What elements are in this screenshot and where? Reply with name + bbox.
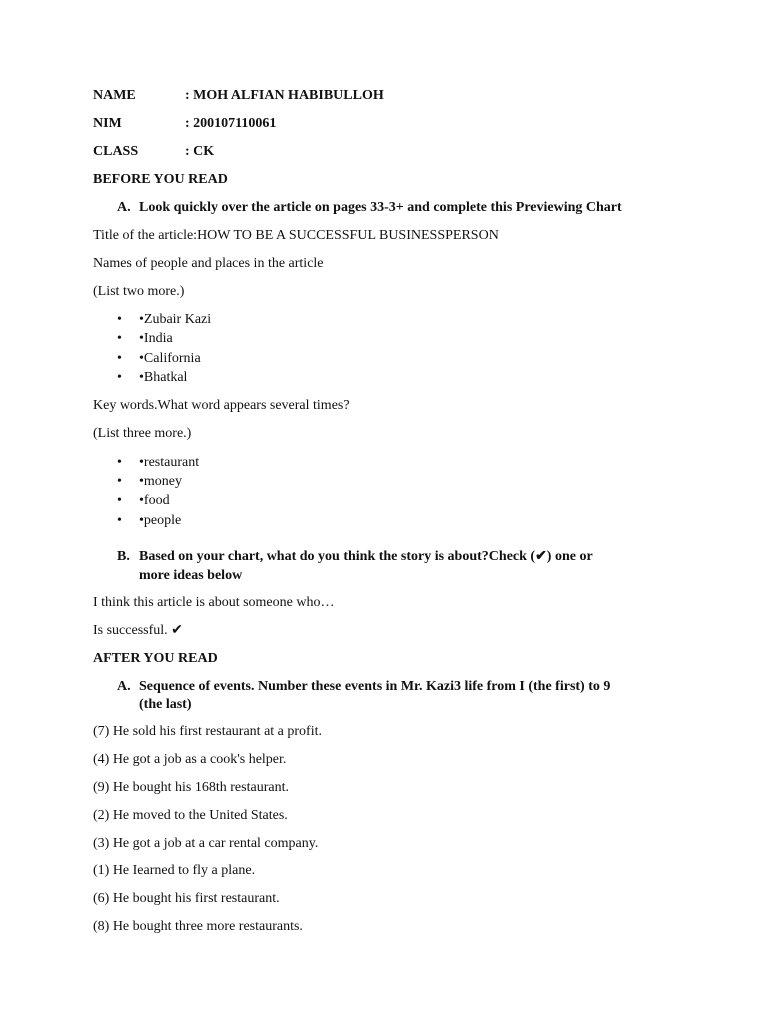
bullet-icon: • [117,455,122,470]
article-title: Title of the article:HOW TO BE A SUCCESSFUL BUSINESSPERSON [93,228,499,243]
list-item: • •people [117,513,182,528]
event-line: (1) He Iearned to fly a plane. [93,863,256,878]
list-item: • •India [117,331,173,346]
after-a-letter: A. [117,679,131,694]
nim-row [93,115,276,133]
name-row [93,87,384,105]
before-a-letter: A. [117,200,131,215]
bullet-icon: • [117,493,122,508]
name-value: : MOH ALFIAN HABIBULLOH [185,88,384,103]
list-two-more: (List two more.) [93,284,185,299]
list-item: • •Bhatkal [117,370,188,385]
list-three-more: (List three more.) [93,426,192,441]
bullet-icon: • [117,331,122,346]
successful-line: Is successful. ✔ [93,623,183,638]
class-value: : CK [185,144,215,159]
event-line: (7) He sold his first restaurant at a profit. [93,724,322,739]
keywords-prompt: Key words.What word appears several times? [93,398,350,413]
bullet-icon: • [117,474,122,489]
event-line: (2) He moved to the United States. [93,808,288,823]
after-you-read-heading: AFTER YOU READ [93,651,218,666]
list-item: • •food [117,493,170,508]
before-item-b [117,548,593,566]
class-row [93,143,214,161]
think-line: I think this article is about someone who… [93,595,335,610]
before-you-read-heading: BEFORE YOU READ [93,172,228,187]
event-line: (6) He bought his first restaurant. [93,891,280,906]
after-a-text-1: Sequence of events. Number these events in Mr. Kazi3 life from I (the first) to 9 [139,679,611,694]
before-b-text-1: Based on your chart, what do you think the story is about?Check (✔) one or [139,549,593,564]
list-item: • •money [117,474,183,489]
after-item-a [117,678,610,696]
before-a-text: Look quickly over the article on pages 33-3+ and complete this Previewing Chart [139,200,622,215]
before-b-text-2: more ideas below [139,568,243,583]
class-label: CLASS [93,144,139,159]
nim-value: : 200107110061 [185,116,277,131]
nim-label: NIM [93,116,122,131]
list-item: • •Zubair Kazi [117,312,212,327]
list-item: • •restaurant [117,455,200,470]
names-prompt: Names of people and places in the article [93,256,324,271]
after-a-text-2: (the last) [139,697,192,712]
event-line: (9) He bought his 168th restaurant. [93,780,289,795]
before-item-a [117,199,622,217]
event-line: (3) He got a job at a car rental company. [93,836,319,851]
list-item: • •California [117,351,201,366]
bullet-icon: • [117,312,122,327]
before-b-letter: B. [117,549,130,564]
event-line: (8) He bought three more restaurants. [93,919,303,934]
bullet-icon: • [117,513,122,528]
event-line: (4) He got a job as a cook's helper. [93,752,287,767]
bullet-icon: • [117,370,122,385]
bullet-icon: • [117,351,122,366]
name-label: NAME [93,88,136,103]
